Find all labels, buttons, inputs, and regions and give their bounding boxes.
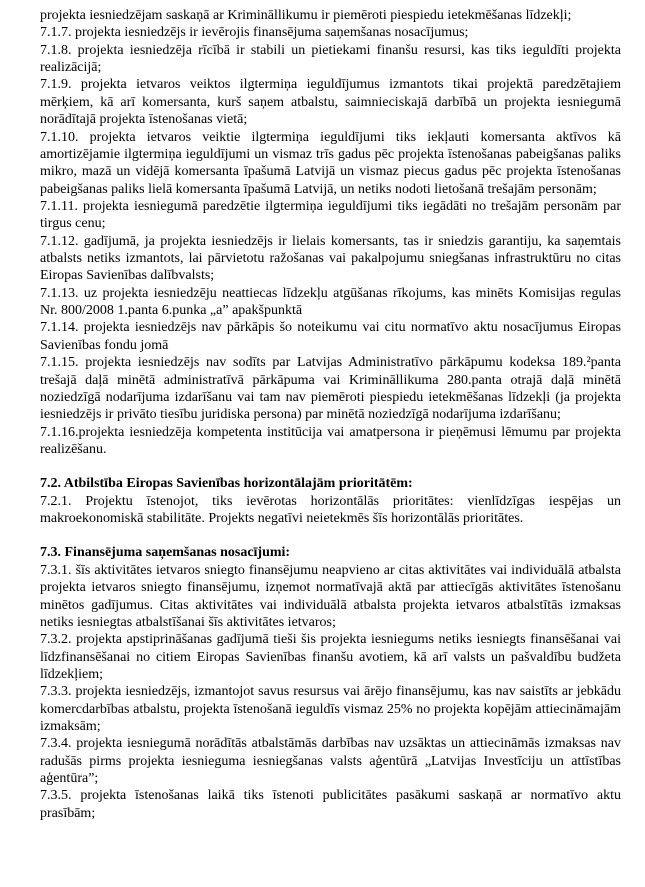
paragraph-7-3-2: 7.3.2. projekta apstiprināšanas gadījumā tieši šis projekta iesniegums netiks iesniegts finansēšanai vai līdzfinansēšanai no citiem Eiropas Savienības finanšu avotiem, kā arī valsts un pašvaldību budžeta līdzekļiem; (40, 632, 621, 682)
paragraph-7-1-9: 7.1.9. projekta ietvaros veiktos ilgtermiņa ieguldījumus izmantots tikai projektā paredzētajiem mērķiem, kā arī komersanta, kurš saņem atbalstu, saimnieciskajā darbībā un projekta iesniegumā norādītajā projekta īstenošanas vietā; (40, 77, 621, 128)
paragraph-7-1-11: 7.1.11. projekta iesniegumā paredzētie ilgtermiņa ieguldījumi tiks iegādāti no trešajām personām par tirgus cenu; (40, 198, 621, 232)
blank-line (40, 527, 621, 544)
paragraph-7-1-15: 7.1.15. projekta iesniedzējs nav sodīts par Latvijas Administratīvo pārkāpumu kodeksa 189.²panta trešajā daļā minētā administratīvā pārkāpuma vai Krimināllikuma 280.panta otrajā daļā minētā noziedzīgā nodarījuma izdarīšanu vai tam nav piemēroti piespiedu ietekmēšanas līdzekļi (ja projekta iesniedzējs ir privāto tiesību juridiska persona) par minētā noziedzīgā nodarījuma izdarīšanu; (40, 355, 621, 423)
paragraph-7-1-6-continuation: projekta iesniedzējam saskaņā ar Krimināllikumu ir piemēroti piespiedu ietekmēšanas līdzekļi; (40, 8, 572, 23)
paragraph-7-1-14: 7.1.14. projekta iesniedzējs nav pārkāpis šo noteikumu vai citu normatīvo aktu nosacījumus Eiropas Savienības fondu jomā (40, 320, 621, 353)
paragraph-7-1-13: 7.1.13. uz projekta iesniedzēju neattiecas līdzekļu atgūšanas rīkojums, kas minēts Komisijas regulas Nr. 800/2008 1.panta 6.punka „a” apakšpunktā (40, 285, 621, 319)
paragraph-7-1-8: 7.1.8. projekta iesniedzēja rīcībā ir stabili un pietiekami finanšu resursi, kas tiks ieguldīti projekta realizācijā; (40, 42, 621, 76)
paragraph-7-3-3: 7.3.3. projekta iesniedzējs, izmantojot savus resursus vai ārējo finansējumu, kas nav saistīts ar jebkādu komercdarbības atbalstu, projekta īstenošanā ieguldīs vismaz 25% no projekta kopējām attiecināmajām izmaksām; (40, 684, 621, 735)
paragraph-7-2-1: 7.2.1. Projektu īstenojot, tiks ievērotas horizontālās prioritātes: vienlīdzīgas iespējas un makroekonomiskā stabilitāte. Projekts negatīvi neietekmēs šīs horizontālās prioritātes. (40, 493, 621, 527)
paragraph-7-3-1: 7.3.1. šīs aktivitātes ietvaros sniegto finansējumu neapvieno ar citas aktivitātes vai individuālā atbalsta projekta ietvaros sniegto finansējumu, izņemot normatīvajā aktā par attiecīgās aktivitātes īstenošanu minētos gadījumus. Citas aktivitātes vai individuālā atbalsta projekta ietvaros atbalstītās izmaksas netiks iesniegtas atbalstīšanai šīs aktivitātes ietvaros; (40, 562, 621, 630)
paragraph-7-1-7: 7.1.7. projekta iesniedzējs ir ievērojis finansējuma saņemšanas nosacījumus; (40, 25, 469, 41)
heading-7-3: 7.3. Finansējuma saņemšanas nosacījumi: (40, 545, 291, 561)
blank-line (40, 458, 621, 475)
paragraph-7-1-10: 7.1.10. projekta ietvaros veiktie ilgtermiņa ieguldījumi tiks iekļauti komersanta aktīvos kā amortizējamie ilgtermiņa ieguldījumi un vismaz trīs gadus pēc projekta īstenošanas pabeigšanas paliks mikro, mazā un vidējā komersanta īpašumā Latvijā un vismaz piecus gadus pēc projekta īstenošanas pabeigšanas paliks lielā komersanta īpašumā Latvijā, un netiks nodoti lietošanā trešajām personām; (40, 129, 621, 197)
paragraph-7-3-4: 7.3.4. projekta iesniegumā norādītās atbalstāmās darbības nav uzsāktas un attiecināmās izmaksas nav radušās pirms projekta iesnieguma iesniegšanas valsts aģentūrā „Latvijas Investīciju un attīstības aģentūra”; (40, 736, 621, 787)
paragraph-7-3-5: 7.3.5. projekta īstenošanas laikā tiks īstenoti publicitātes pasākumi saskaņā ar normatīvo aktu prasībām; (40, 788, 621, 821)
heading-7-2: 7.2. Atbilstība Eiropas Savienības horizontālajām prioritātēm: (40, 476, 413, 492)
paragraph-7-1-16: 7.1.16.projekta iesniedzēja kompetenta institūcija vai amatpersona ir pieņēmusi lēmumu par projekta realizēšanu. (40, 424, 621, 457)
paragraph-7-1-12: 7.1.12. gadījumā, ja projekta iesniedzējs ir lielais komersants, tas ir sniedzis garantiju, ka saņemtais atbalsts netiks izmantots, lai pārvietotu ražošanas vai pakalpojumu sniegšanas infrastruktūru no citas Eiropas Savienības dalībvalsts; (40, 233, 621, 284)
